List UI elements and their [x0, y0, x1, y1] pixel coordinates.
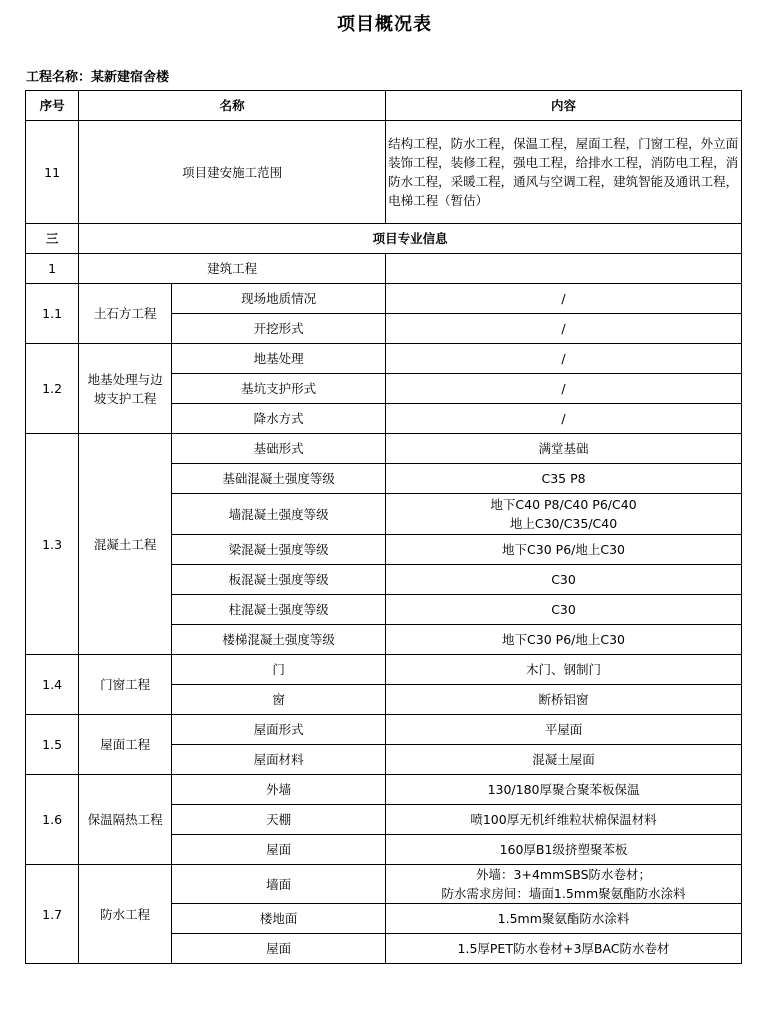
table-row — [26, 715, 742, 745]
building-content — [386, 254, 742, 284]
item-name: 窗 — [172, 685, 386, 715]
scope-row — [26, 121, 742, 224]
item-name: 地基处理 — [172, 344, 386, 374]
table-row — [26, 344, 742, 374]
item-value: / — [386, 314, 742, 344]
group-name: 地基处理与边坡支护工程 — [79, 344, 172, 434]
item-name: 墙面 — [172, 865, 386, 904]
table-row — [26, 655, 742, 685]
item-value: C30 — [386, 595, 742, 625]
table-row — [26, 434, 742, 464]
group-name: 屋面工程 — [79, 715, 172, 775]
table-row — [26, 284, 742, 314]
item-name: 板混凝土强度等级 — [172, 565, 386, 595]
item-name: 屋面形式 — [172, 715, 386, 745]
item-value: 地下C40 P8/C40 P6/C40 地上C30/C35/C40 — [386, 494, 742, 535]
group-no: 1.7 — [26, 865, 79, 964]
table-row — [26, 865, 742, 904]
group-no: 1.6 — [26, 775, 79, 865]
section-title: 项目专业信息 — [79, 224, 742, 254]
group-name: 防水工程 — [79, 865, 172, 964]
item-value: / — [386, 344, 742, 374]
header-content: 内容 — [386, 91, 742, 121]
group-no: 1.2 — [26, 344, 79, 434]
scope-content: 结构工程，防水工程，保温工程，屋面工程，门窗工程，外立面装饰工程，装修工程，强电工程，给排水工程，消防电工程，消防水工程，采暖工程，通风与空调工程，建筑智能及通讯工程，电梯工程（暂估） — [386, 121, 742, 224]
group-no: 1.5 — [26, 715, 79, 775]
item-value: 木门、钢制门 — [386, 655, 742, 685]
item-value: 160厚B1级挤塑聚苯板 — [386, 835, 742, 865]
item-value: 1.5mm聚氨酯防水涂料 — [386, 904, 742, 934]
item-value: 地下C30 P6/地上C30 — [386, 625, 742, 655]
item-value: / — [386, 404, 742, 434]
item-value: / — [386, 374, 742, 404]
group-no: 1.4 — [26, 655, 79, 715]
header-no: 序号 — [26, 91, 79, 121]
group-no: 1.3 — [26, 434, 79, 655]
group-name: 门窗工程 — [79, 655, 172, 715]
item-name: 现场地质情况 — [172, 284, 386, 314]
table-header-row — [26, 91, 742, 121]
item-name: 天棚 — [172, 805, 386, 835]
item-name: 开挖形式 — [172, 314, 386, 344]
scope-no: 11 — [26, 121, 79, 224]
item-name: 楼梯混凝土强度等级 — [172, 625, 386, 655]
item-value: 1.5厚PET防水卷材+3厚BAC防水卷材 — [386, 934, 742, 964]
item-value: C30 — [386, 565, 742, 595]
group-name: 混凝土工程 — [79, 434, 172, 655]
project-overview-table — [25, 90, 742, 964]
page-title: 项目概况表 — [337, 14, 432, 35]
item-name: 屋面材料 — [172, 745, 386, 775]
item-name: 基础混凝土强度等级 — [172, 464, 386, 494]
building-name: 建筑工程 — [79, 254, 386, 284]
section-no: 三 — [26, 224, 79, 254]
item-value: C35 P8 — [386, 464, 742, 494]
item-value: 断桥铝窗 — [386, 685, 742, 715]
project-name-label: 工程名称：某新建宿舍楼 — [26, 70, 170, 85]
group-name: 土石方工程 — [79, 284, 172, 344]
item-name: 楼地面 — [172, 904, 386, 934]
item-name: 基坑支护形式 — [172, 374, 386, 404]
item-name: 墙混凝土强度等级 — [172, 494, 386, 535]
building-row — [26, 254, 742, 284]
item-value: 平屋面 — [386, 715, 742, 745]
item-name: 屋面 — [172, 934, 386, 964]
item-name: 降水方式 — [172, 404, 386, 434]
item-value: 地下C30 P6/地上C30 — [386, 535, 742, 565]
item-name: 基础形式 — [172, 434, 386, 464]
scope-name: 项目建安施工范围 — [79, 121, 386, 224]
item-value: 外墙：3+4mmSBS防水卷材； 防水需求房间：墙面1.5mm聚氨酯防水涂料 — [386, 865, 742, 904]
item-value: 混凝土屋面 — [386, 745, 742, 775]
group-name: 保温隔热工程 — [79, 775, 172, 865]
item-value: 130/180厚聚合聚苯板保温 — [386, 775, 742, 805]
item-value: / — [386, 284, 742, 314]
item-name: 梁混凝土强度等级 — [172, 535, 386, 565]
section-row — [26, 224, 742, 254]
item-name: 屋面 — [172, 835, 386, 865]
table-row — [26, 775, 742, 805]
item-value: 满堂基础 — [386, 434, 742, 464]
item-value: 喷100厚无机纤维粒状棉保温材料 — [386, 805, 742, 835]
group-no: 1.1 — [26, 284, 79, 344]
header-name: 名称 — [79, 91, 386, 121]
building-no: 1 — [26, 254, 79, 284]
item-name: 门 — [172, 655, 386, 685]
item-name: 外墙 — [172, 775, 386, 805]
item-name: 柱混凝土强度等级 — [172, 595, 386, 625]
